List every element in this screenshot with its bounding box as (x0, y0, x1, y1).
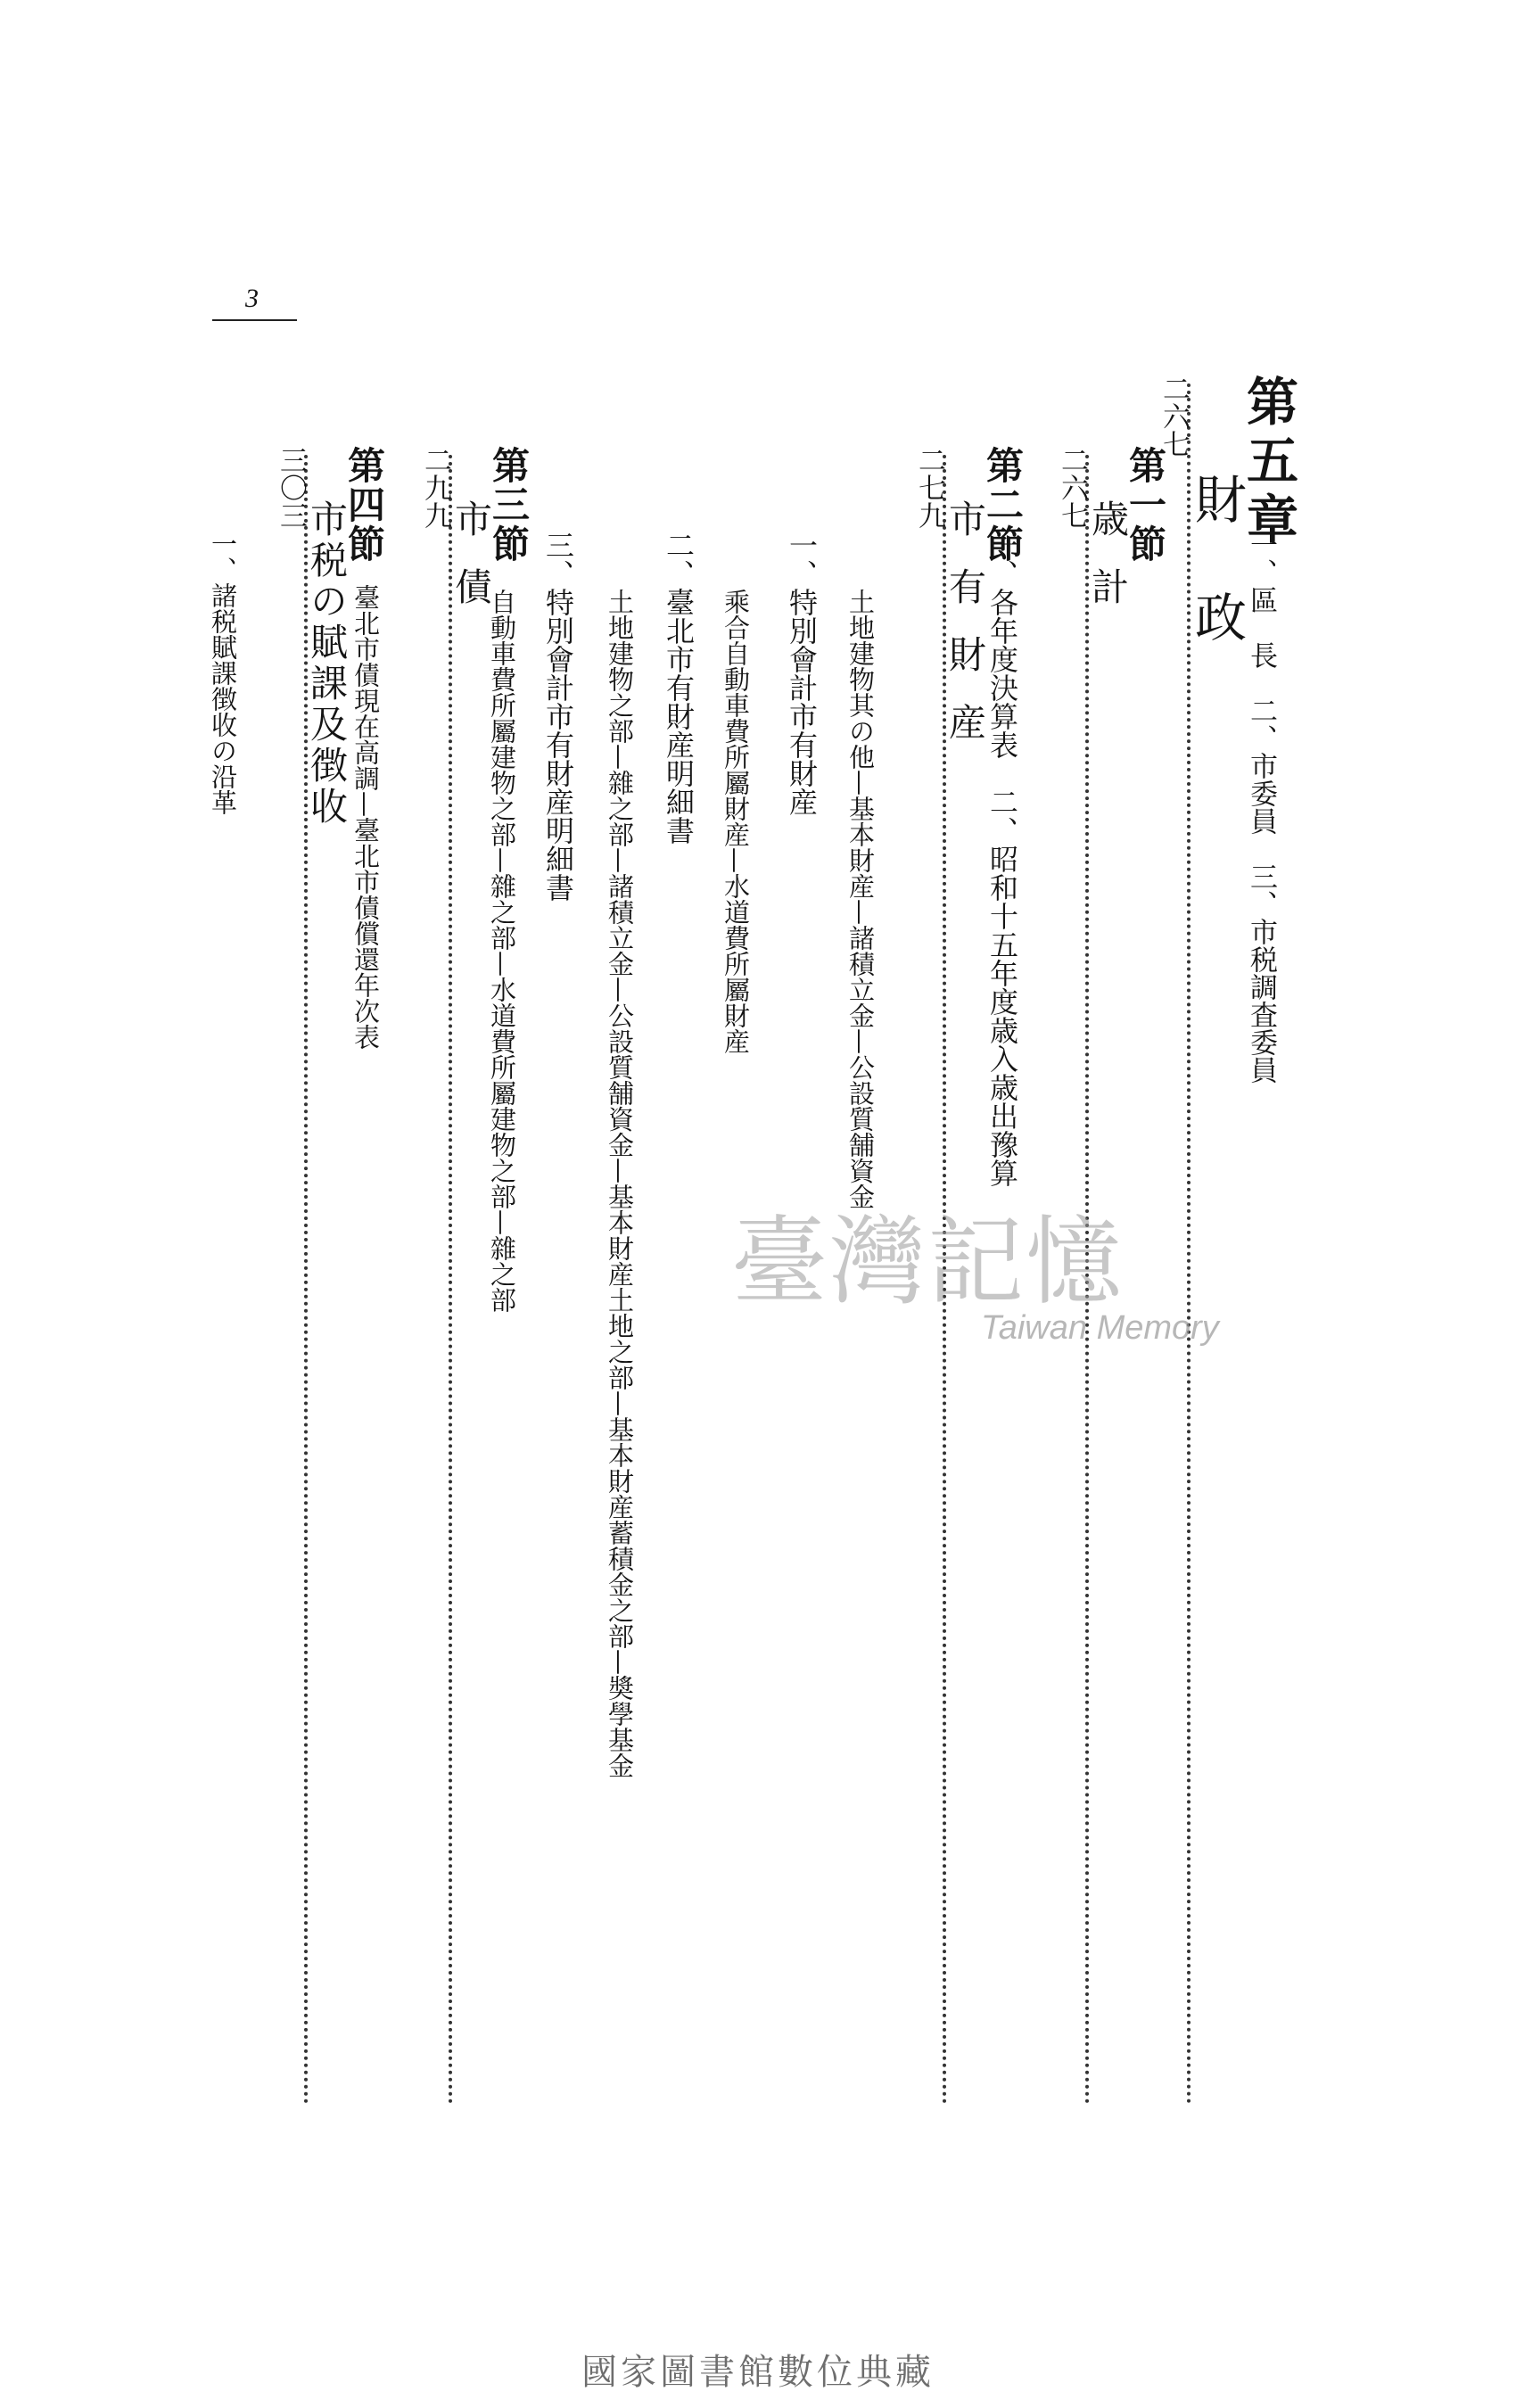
section-1-page: 二六七 (1056, 446, 1088, 529)
section-3-label: 第三節 (487, 446, 531, 564)
toc-section-3 (419, 446, 531, 2114)
watermark-subtitle: Taiwan Memory (981, 1309, 1219, 1347)
toc-item-text: 土地建物其の他—基本財産—諸積立金—公設質舗資金 (845, 589, 876, 1209)
chapter-label: 第五章 (1238, 375, 1298, 551)
toc-item-text: 一、諸税賦課徴收の沿革 (208, 531, 238, 815)
toc-item-text: 自動車費所屬建物之部—雜之部—水道費所屬建物之部—雜之部 (487, 589, 517, 1313)
watermark-logo: 臺灣記憶 (731, 1207, 1125, 1318)
toc-section-4 (275, 446, 386, 2114)
section-4-page: 三〇三 (275, 446, 307, 529)
toc-item-text: 土地建物之部—雜之部—諸積立金—公設質舗資金—基本財産土地之部—基本財産蓄積金之部—奬學基金 (605, 589, 635, 1778)
toc-header-text: 一、區 長 二、市委員 三、市税調査委員 (1245, 531, 1277, 1084)
section-2-label: 第二節 (981, 446, 1025, 564)
toc-item (785, 531, 819, 816)
toc-item-text: 三、特別會計市有財産明細書 (541, 531, 575, 902)
section-4-title: 市税の賦課及徴收 (305, 499, 349, 828)
toc-item-text: 乘合自動車費所屬財産—水道費所屬財産 (721, 589, 751, 1054)
section-2-title: 市有財産 (943, 499, 987, 771)
chapter-title: 財 政 (1186, 473, 1247, 649)
section-1-title: 歳計 (1086, 499, 1130, 635)
section-1-label: 第一節 (1124, 446, 1167, 564)
toc-chapter (1158, 375, 1298, 2114)
toc-item-text: 二、臺北市有財産明細書 (662, 531, 696, 845)
page-number-underline (212, 319, 297, 321)
toc-item (721, 589, 751, 1054)
chapter-leader-dots (1187, 383, 1191, 2105)
footer-text: 國家圖書館數位典藏 (581, 2352, 935, 2393)
toc-item (208, 531, 238, 815)
toc-item-text: 臺北市債現在高調—臺北市債償還年次表 (350, 584, 381, 1050)
section-3-page: 二九九 (419, 446, 451, 529)
section-4-label: 第四節 (342, 446, 386, 564)
section-4-leader-dots (304, 455, 308, 2105)
toc-item-text: 一、各年度決算表 二、昭和十五年度歳入歳出豫算 (985, 531, 1019, 1187)
toc-item (541, 531, 575, 902)
toc-item (662, 531, 696, 845)
section-3-leader-dots (449, 455, 452, 2105)
page-number: 3 (245, 284, 259, 313)
toc-item-text: 一、特別會計市有財産 (785, 531, 819, 816)
chapter-page: 二六七 (1158, 375, 1190, 458)
toc-item (845, 589, 876, 1209)
section-3-title: 市債 (449, 499, 493, 635)
section-2-page: 二七九 (913, 446, 945, 529)
toc-item (605, 589, 635, 1778)
